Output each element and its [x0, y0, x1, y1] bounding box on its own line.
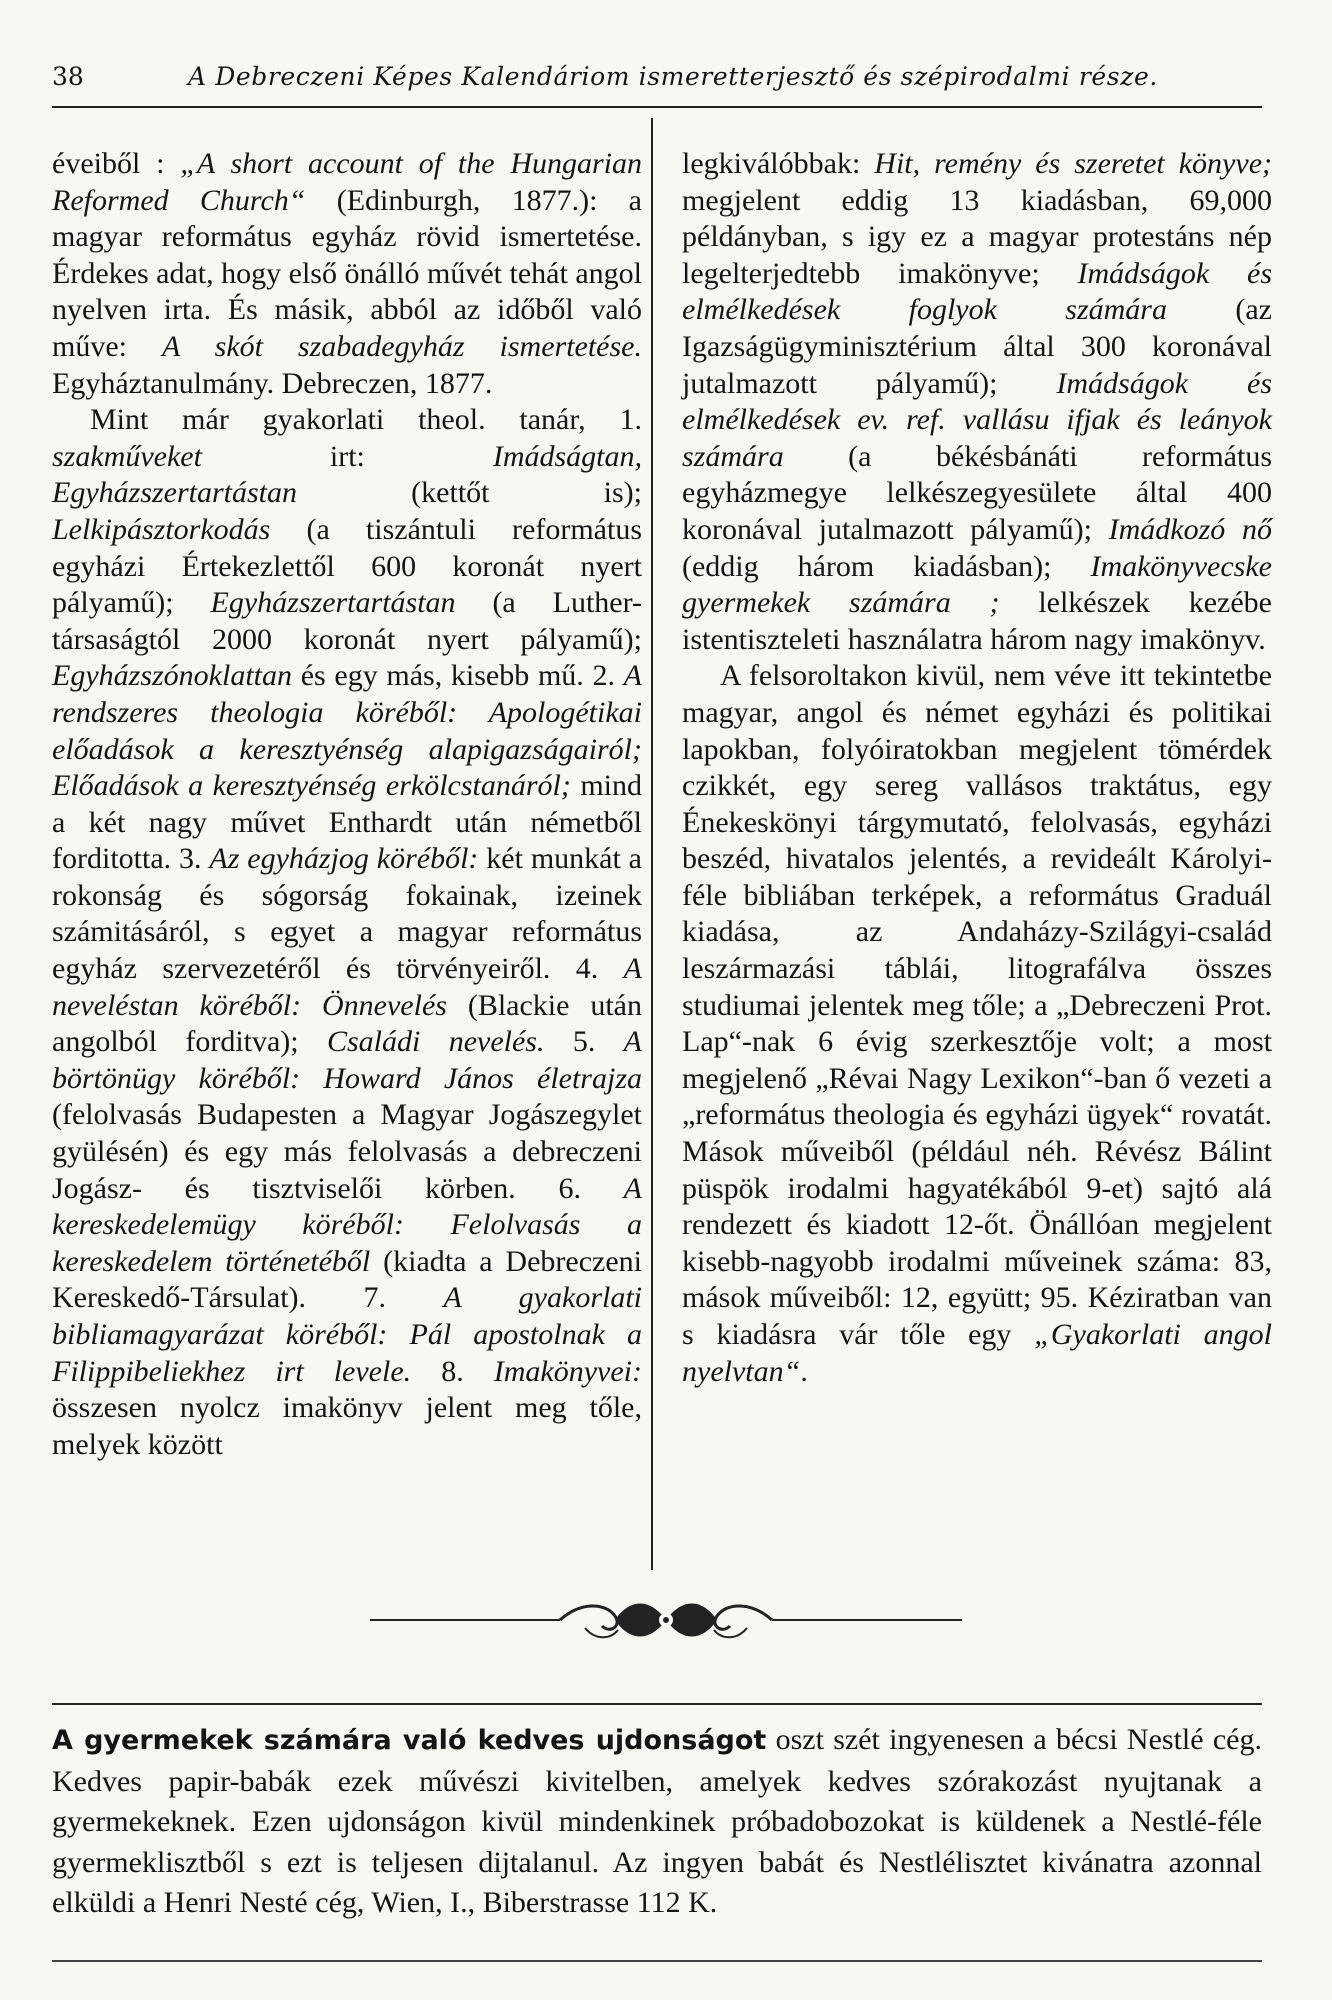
- text-run: lelkészek kezébe istentiszteleti használatra három nagy imakönyv.: [682, 586, 1272, 656]
- left-paragraph-1: [52, 146, 642, 402]
- text-run: (az Igazságügyminisztérium által 300 koronával jutalmazott pályamű);: [682, 293, 1272, 400]
- text-run: Mint már gyakorlati theol. tanár, 1.: [90, 403, 642, 437]
- notice-top-rule: [52, 1703, 1262, 1705]
- text-run: éveiből :: [52, 147, 181, 180]
- text-run: (a tiszántuli református egyházi Értekezlettől 600 koronát nyert pályamű);: [52, 512, 642, 620]
- text-run: (a Luther-társaságtól 2000 koronát nyert pályamű);: [52, 586, 642, 656]
- notice-lead: A gyermekek számára való kedves ujdonságot: [52, 1725, 767, 1756]
- text-run: (felolvasás Budapesten a Magyar Jogászegylet gyülésén) és egy más felolvasás a debreczeni Jogász- és tisztviselői körben. 6.: [52, 1098, 642, 1205]
- nestle-notice: [52, 1720, 1262, 1924]
- italic-title: Imádságok és elmélkedések foglyok számára: [682, 256, 1272, 327]
- italic-title: A skót szabadegyház ismertetése.: [161, 329, 642, 363]
- header-rule: [52, 106, 1262, 108]
- running-title: A Debreczeni Képes Kalendáriom ismeretterjesztő és szépirodalmi része.: [188, 62, 1158, 91]
- text-run: 5.: [544, 1025, 624, 1059]
- text-run: megjelent eddig 13 kiadásban, 69,000 példányban, s igy ez a magyar protestáns nép legelterjedtebb imakönyve;: [682, 183, 1272, 290]
- text-run: (kettőt is);: [297, 476, 642, 510]
- text-run: irt:: [201, 439, 493, 473]
- page-number: 38: [52, 62, 84, 91]
- text-run: Egyháztanulmány. Debreczen, 1877.: [52, 366, 493, 400]
- text-run: .: [800, 1354, 808, 1388]
- right-paragraph-2: [682, 658, 1272, 1390]
- right-paragraph-1: [682, 146, 1272, 658]
- italic-title: Az egyházjog köréből:: [209, 842, 479, 876]
- italic-title: A börtönügy köréből: Howard János életrajza: [52, 1025, 642, 1095]
- text-run: és egy más, kisebb mű. 2.: [292, 659, 624, 693]
- italic-title: Imádkozó nő: [1108, 512, 1272, 546]
- left-column: [52, 146, 642, 1463]
- italic-title: A gyakorlati bibliamagyarázat köréből: Pál apostolnak a Filippibeliekhez irt levele.: [52, 1281, 642, 1388]
- text-run: (Blackie után angolból forditva);: [52, 988, 642, 1059]
- text-run: (kiadta a Debreczeni Kereskedő-Társulat). 7.: [52, 1244, 642, 1315]
- text-run: (Edinburgh, 1877.): a magyar református egyház rövid ismertetése. Érdekes adat, hogy első önálló művét tehát angol nyelven irta. És másik, abból az időből való műve:: [52, 183, 642, 363]
- text-run: legkiválóbbak:: [682, 147, 875, 180]
- italic-title: Egyházszónoklattan: [52, 659, 292, 693]
- left-paragraph-2: [52, 402, 642, 1463]
- decorative-ornament: [360, 1592, 972, 1648]
- italic-title: Imádságtan, Egyházszertartástan: [52, 439, 642, 510]
- text-run: (a békésbánáti református egyházmegye lelkészegyesülete által 400 koronával jutalmazott pályamű);: [682, 439, 1272, 546]
- italic-title: A kereskedelemügy köréből: Felolvasás a kereskedelem történetéből: [52, 1171, 642, 1278]
- italic-title: Családi nevelés.: [326, 1025, 545, 1059]
- italic-title: szakműveket: [52, 439, 202, 473]
- italic-title: Imakönyvecske gyermekek számára ;: [682, 549, 1272, 620]
- italic-title: Egyházszertartástan: [210, 586, 456, 620]
- text-run: összesen nyolcz imakönyv jelent meg tőle, melyek között: [52, 1391, 642, 1461]
- italic-title: Lelkipásztorkodás: [52, 512, 271, 546]
- italic-title: A neveléstan köréből: Önnevelés: [52, 952, 642, 1022]
- notice-body: oszt szét ingyenesen a bécsi Nestlé cég. Kedves papir-babák ezek művészi kivitelben, amelyek kedves szórakozást nyujtanak a gyermekeknek. Ezen ujdonságon kivül mindenkinek próbadobozokat is küldenek a Nestlé-féle gyermeklisztből s ezt is teljesen dijtalanul. Az ingyen babát és Nestlélisztet kivánatra azonnal elküldi a Henri Nesté cég, Wien, I., Biberstrasse 112 K.: [52, 1723, 1262, 1919]
- italic-title: Imakönyvei:: [493, 1354, 642, 1388]
- right-column: [682, 146, 1272, 1390]
- notice-bottom-rule: [52, 1960, 1262, 1962]
- text-run: 8.: [411, 1354, 494, 1388]
- text-run: (eddig három kiadásban);: [682, 549, 1091, 583]
- italic-title: Hit, remény és szeretet könyve;: [874, 147, 1272, 180]
- italic-title: „A short account of the Hungarian Reformed Church“: [52, 147, 642, 217]
- italic-title: „Gyakorlati angol nyelvtan“: [682, 1318, 1272, 1388]
- text-run: A felsoroltakon kivül, nem véve itt tekintetbe magyar, angol és német egyházi és politikai lapokban, folyóiratokban megjelent tömérdek czikkét, egy sereg vallásos traktátus, egy Énekeskönyi tárgymutató, felolvasás, egyházi beszéd, hivatalos jelentés, a revideált Károlyi-féle bibliában terképek, a református Graduál kiadása, az Andaházy-Szilágyi-család leszármazási táblái, litografálva összes studiumai jelentek meg tőle; a „Debreczeni Prot. Lap“-nak 6 évig szerkesztője volt; a most megjelenő „Révai Nagy Lexikon“-ban ő vezeti a „református theologia és egyházi ügyek“ rovatát. Mások műveiből (például néh. Révész Bálint püspök irodalmi hagyatékából 9-et) sajtó alá rendezett és kiadott 12-őt. Önállóan megjelent kisebb-nagyobb irodalmi műveinek száma: 83, mások műveiből: 12, együtt; 95. Kéziratban van s kiadásra vár tőle egy: [682, 659, 1272, 1351]
- text-run: két munkát a rokonság és sógorság fokainak, izeinek számitásáról, s egyet a magyar református egyház szervezetéről és törvényeiről. 4.: [52, 842, 642, 986]
- text-run: mind a két nagy művet Enthardt után németből forditotta. 3.: [52, 769, 643, 876]
- italic-title: Imádságok és elmélkedések ev. ref. vallásu ifjak és leányok számára: [682, 366, 1272, 473]
- italic-title: A rendszeres theologia köréből: Apologétikai előadások a keresztyénség alapigazságairól; Előadások a keresztyénség erkölcstanáról;: [52, 659, 642, 803]
- column-divider: [651, 118, 653, 1570]
